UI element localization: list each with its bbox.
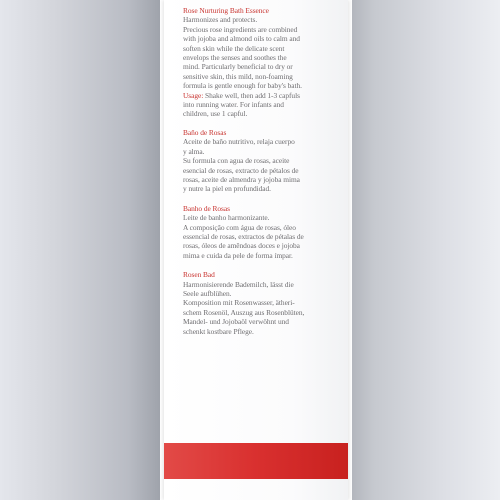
section-spanish [183,128,341,194]
usage-label: Usage: [183,90,204,100]
text-line: A composição com água de rosas, óleo [183,222,296,232]
usage-text: Shake well, then add 1-3 capfuls [205,90,300,100]
section-heading: Baño de Rosas [183,127,227,137]
text-line: soften skin while the delicate scent [183,43,285,53]
section-heading: Rosen Bad [183,270,215,280]
box-left-side [0,0,160,500]
text-line: rosas, aceite de almendra y jojoba mima [183,174,300,184]
usage-line [183,91,341,100]
text-line: Aceite de baño nutritivo, relaja cuerpo [183,137,295,147]
text-line: Komposition mit Rosenwasser, ätheri- [183,298,295,308]
text-line: with jojoba and almond oils to calm and [183,34,300,44]
section-heading: Rose Nurturing Bath Essence [183,6,269,15]
text-line: Harmonizes and protects. [183,15,258,25]
text-line: sensitive skin, this mild, non-foaming [183,71,293,81]
section-english [183,6,341,119]
section-heading: Banho de Rosas [183,203,230,213]
text-line: Precious rose ingredients are combined [183,24,298,34]
text-line: Mandel- und Jojobaöl verwöhnt und [183,317,289,327]
text-line: mima e cuida da pele de forma ímpar. [183,250,293,260]
red-accent-band [164,443,348,479]
text-line: esencial de rosas, extracto de pétalos de [183,165,299,175]
text-line: Su formula con agua de rosas, aceite [183,156,290,166]
text-line: schenkt kostbare Pflege. [183,326,254,336]
text-line: y alma. [183,146,205,156]
text-line: mind. Particularly beneficial to dry or [183,62,293,72]
text-line: essencial de rosas, extractos de pétalas de [183,231,304,241]
spacer [183,194,341,204]
text-line: envelops the senses and soothes the [183,53,287,63]
label-text [183,6,341,336]
text-line: Seele aufblühen. [183,288,232,298]
box-right-side [352,0,500,500]
text-line: y nutre la piel en profundidad. [183,184,271,194]
section-german [183,270,341,336]
text-line: Leite de banho harmonizante. [183,213,270,223]
text-line: children, use 1 capful. [183,109,248,119]
text-line: rosas, óleos de amêndoas doces e jojoba [183,241,300,251]
text-line: into running water. For infants and [183,100,284,110]
spacer [183,260,341,270]
text-line: formula is gentle enough for baby's bath. [183,81,302,91]
text-line: Harmonisierende Bademilch, lässt die [183,279,294,289]
section-portuguese [183,204,341,260]
spacer [183,119,341,128]
text-line: schem Rosenöl, Auszug aus Rosenblüten, [183,307,305,317]
